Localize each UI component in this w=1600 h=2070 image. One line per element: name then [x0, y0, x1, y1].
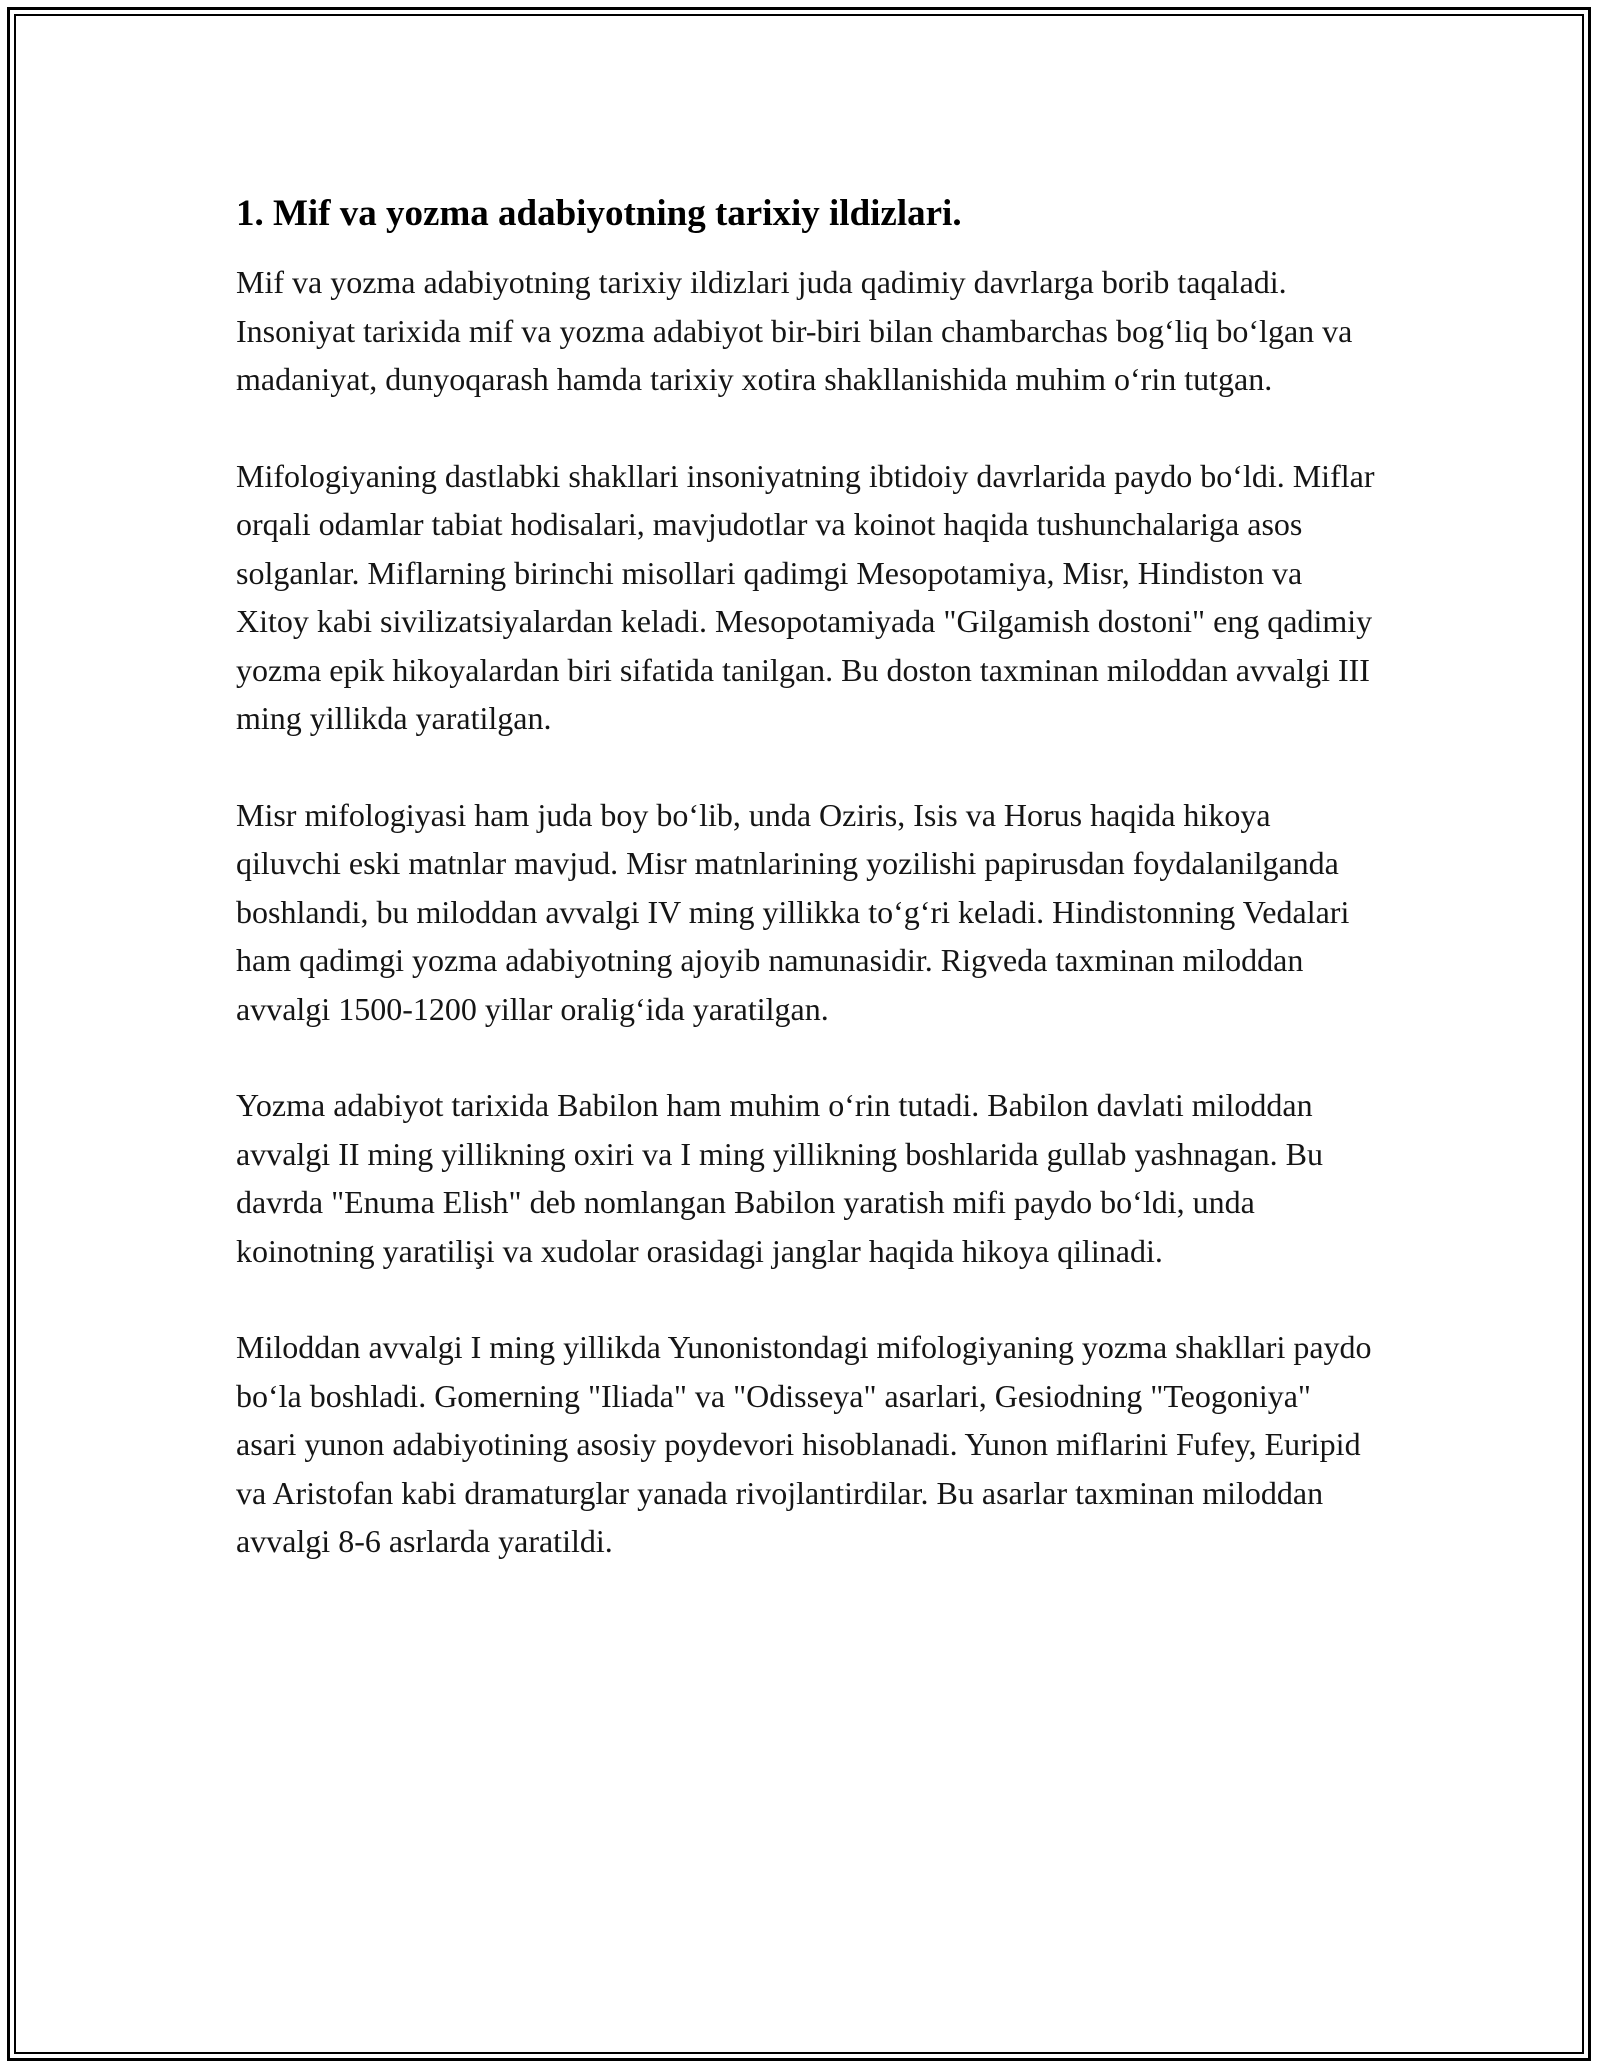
paragraph-2: Mifologiyaning dastlabki shakllari insoniyatning ibtidoiy davrlarida paydo bo‘ldi. Miflar orqali odamlar tabiat hodisalari, mavjudotlar va koinot haqida tushunchalariga asos solganlar. Miflarning birinchi misollari qadimgi Mesopotamiya, Misr, Hindiston va Xitoy kabi sivilizatsiyalardan keladi. Mesopotamiyada "Gilgamish dostoni" eng qadimiy yozma epik hikoyalardan biri sifatida tanilgan. Bu doston taxminan miloddan avvalgi III ming yillikda yaratilgan.	[236, 457, 1375, 736]
document-body	[236, 188, 1376, 1614]
paragraph-3: Misr mifologiyasi ham juda boy bo‘lib, unda Oziris, Isis va Horus haqida hikoya qiluvchi eski matnlar mavjud. Misr matnlarining yozilishi papirusdan foydalanilganda boshlandi, bu miloddan avvalgi IV ming yillikka to‘g‘ri keladi. Hindistonning Vedalari ham qadimgi yozma adabiyotning ajoyib namunasidir. Rigveda taxminan miloddan avvalgi 1500-1200 yillar oralig‘ida yaratilgan.	[236, 796, 1350, 1027]
section-heading: 1. Mif va yozma adabiyotning tarixiy ildizlari.	[236, 193, 962, 234]
paragraph-4: Yozma adabiyot tarixida Babilon ham muhim o‘rin tutadi. Babilon davlati miloddan avvalgi II ming yillikning oxiri va I ming yillikning boshlarida gullab yashnagan. Bu davrda "Enuma Elish" deb nomlangan Babilon yaratish mifi paydo bo‘ldi, unda koinotning yaratilişi va xudolar orasidagi janglar haqida hikoya qilinadi.	[236, 1087, 1323, 1269]
paragraph-5: Miloddan avvalgi I ming yillikda Yunonistondagi mifologiyaning yozma shakllari paydo bo‘la boshladi. Gomerning "Iliada" va "Odisseya" asarlari, Gesiodning "Teogoniya" asari yunon adabiyotining asosiy poydevori hisoblanadi. Yunon miflarini Fufey, Euripid va Aristofan kabi dramaturglar yanada rivojlantirdilar. Bu asarlar taxminan miloddan avvalgi 8-6 asrlarda yaratildi.	[236, 1329, 1372, 1559]
paragraph-1: Mif va yozma adabiyotning tarixiy ildizlari juda qadimiy davrlarga borib taqaladi. Insoniyat tarixida mif va yozma adabiyot bir-biri bilan chambarchas bog‘liq bo‘lgan va madaniyat, dunyoqarash hamda tarixiy xotira shakllanishida muhim o‘rin tutgan.	[236, 264, 1353, 397]
